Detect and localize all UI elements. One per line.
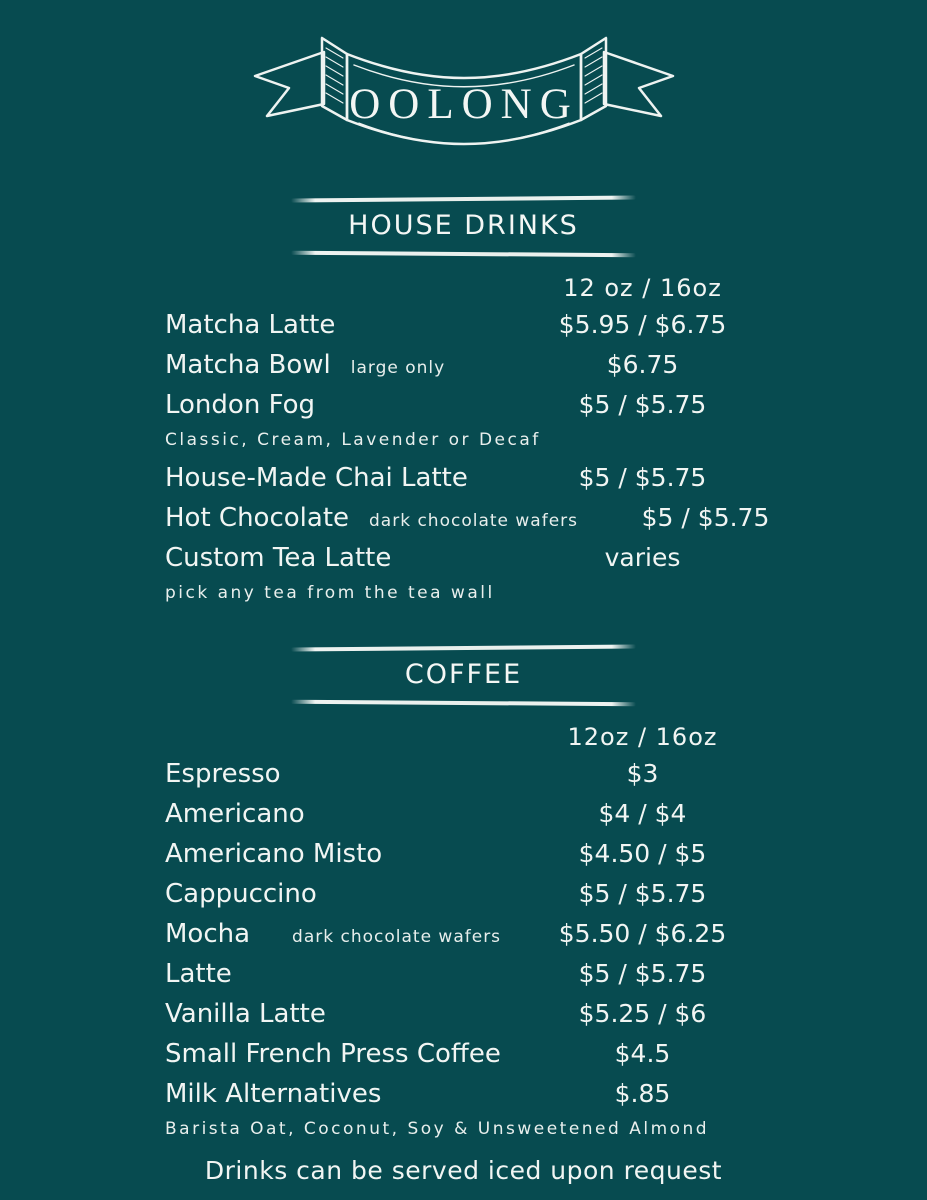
menu-item-row <box>165 463 770 503</box>
section-header-coffee <box>291 646 636 705</box>
size-header-row <box>165 705 770 751</box>
banner-title: OOLONG <box>348 81 579 128</box>
menu-item-row <box>165 799 770 839</box>
item-price: $4.5 <box>614 1039 671 1068</box>
menu-item-row <box>165 390 770 430</box>
item-name: Milk Alternatives <box>165 1079 382 1109</box>
item-name: Espresso <box>165 759 281 789</box>
menu-item-row <box>165 1039 770 1079</box>
size-header-row <box>165 256 770 302</box>
menu-item-row <box>165 503 770 543</box>
menu-item-row <box>165 839 770 879</box>
item-note: large only <box>350 358 446 378</box>
item-name: Small French Press Coffee <box>165 1039 501 1069</box>
ribbon-banner-icon <box>229 22 699 167</box>
item-description: pick any tea from the tea wall <box>165 583 495 603</box>
item-name: Hot Chocolate <box>165 503 350 533</box>
item-price: $6.75 <box>606 350 679 379</box>
item-name: Cappuccino <box>165 879 317 909</box>
menu-item-row <box>165 999 770 1039</box>
item-note: dark chocolate wafers <box>369 511 579 531</box>
footer-note: Drinks can be served iced upon request <box>204 1156 723 1185</box>
menu-item-row <box>165 919 770 959</box>
item-price: $5.25 / $6 <box>578 999 707 1028</box>
item-price: $5.50 / $6.25 <box>558 919 727 948</box>
item-name: Matcha Latte <box>165 310 336 340</box>
item-name: Vanilla Latte <box>165 999 326 1029</box>
item-name: Americano <box>165 799 305 829</box>
item-price: $5 / $5.75 <box>578 463 707 492</box>
item-price: $5 / $5.75 <box>578 959 707 988</box>
section-title: COFFEE <box>404 659 523 690</box>
item-name: Custom Tea Latte <box>165 543 392 573</box>
section-header-house-drinks <box>291 197 636 256</box>
item-name: Mocha <box>165 919 251 949</box>
item-price: $5 / $5.75 <box>578 879 707 908</box>
menu-item-row <box>165 759 770 799</box>
item-name: Matcha Bowl <box>165 350 331 380</box>
menu-item-row <box>165 879 770 919</box>
size-header: 12oz / 16oz <box>567 723 718 751</box>
item-price: $5.95 / $6.75 <box>558 310 727 339</box>
item-price: $5 / $5.75 <box>641 503 770 532</box>
house-drinks-list <box>0 256 927 616</box>
item-name: Latte <box>165 959 232 989</box>
item-description: Classic, Cream, Lavender or Decaf <box>165 430 541 450</box>
item-price: $3 <box>626 759 659 788</box>
item-price: varies <box>604 543 681 572</box>
size-header: 12 oz / 16oz <box>563 274 722 302</box>
item-price: $4 / $4 <box>598 799 687 828</box>
menu-item-row <box>165 310 770 350</box>
menu-item-row <box>165 959 770 999</box>
coffee-list <box>0 705 927 1152</box>
item-description: Barista Oat, Coconut, Soy & Unsweetened Almond <box>165 1119 710 1139</box>
item-name: London Fog <box>165 390 316 420</box>
item-price: $4.50 / $5 <box>578 839 707 868</box>
banner <box>0 0 927 167</box>
item-price: $5 / $5.75 <box>578 390 707 419</box>
item-name: Americano Misto <box>165 839 383 869</box>
menu-item-row <box>165 350 770 390</box>
item-price: $.85 <box>614 1079 671 1108</box>
menu-item-row <box>165 1079 770 1119</box>
menu-item-row <box>165 543 770 583</box>
item-name: House-Made Chai Latte <box>165 463 468 493</box>
item-note: dark chocolate wafers <box>292 927 502 947</box>
section-title: HOUSE DRINKS <box>348 210 579 241</box>
